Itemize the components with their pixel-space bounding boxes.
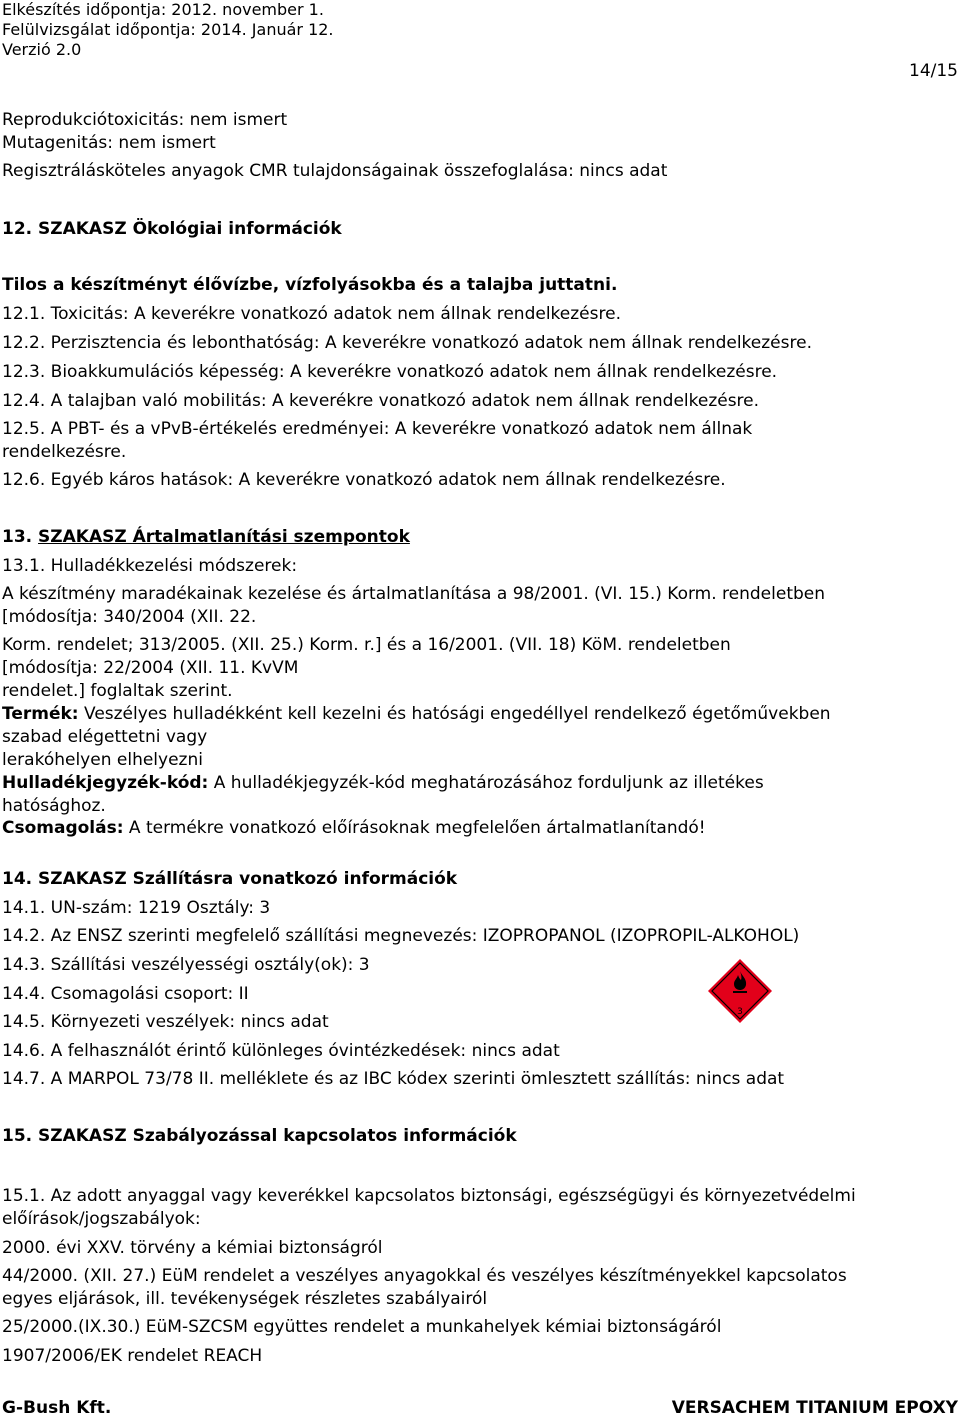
waste-line-5: rendelet.] foglaltak szerint. bbox=[2, 681, 233, 701]
repro-tox: Reprodukciótoxicitás: nem ismert bbox=[2, 110, 288, 130]
item-12-4: 12.4. A talajban való mobilitás: A keverékre vonatkozó adatok nem állnak rendelkezésre. bbox=[2, 391, 760, 411]
item-12-6: 12.6. Egyéb káros hatások: A keverékre vonatkozó adatok nem állnak rendelkezésre. bbox=[2, 470, 726, 490]
revised-date: Felülvizsgálat időpontja: 2014. Január 12. bbox=[2, 20, 334, 39]
law-2000-xxv: 2000. évi XXV. törvény a kémiai biztonságról bbox=[2, 1238, 383, 1258]
item-12-5-cont: rendelkezésre. bbox=[2, 442, 127, 462]
section-12-warning: Tilos a készítményt élővízbe, vízfolyásokba és a talajba juttatni. bbox=[2, 275, 618, 295]
waste-code-label: Hulladékjegyzék-kód: bbox=[2, 773, 209, 793]
decree-44-2000: 44/2000. (XII. 27.) EüM rendelet a veszélyes anyagokkal és veszélyes készítményekkel kapcsolatos bbox=[2, 1266, 847, 1286]
reach-regulation: 1907/2006/EK rendelet REACH bbox=[2, 1346, 263, 1366]
waste-line-3: Korm. rendelet; 313/2005. (XII. 25.) Korm. r.] és a 16/2001. (VII. 18) KöM. rendeletben bbox=[2, 635, 731, 655]
item-14-2: 14.2. Az ENSZ szerinti megfelelő szállítási megnevezés: IZOPROPANOL (IZOPROPIL-ALKOHOL) bbox=[2, 926, 800, 946]
footer-product: VERSACHEM TITANIUM EPOXY bbox=[671, 1398, 958, 1418]
item-14-4: 14.4. Csomagolási csoport: II bbox=[2, 984, 249, 1004]
waste-code-text: A hulladékjegyzék-kód meghatározásához forduljunk az illetékes bbox=[208, 773, 764, 793]
item-13-1: 13.1. Hulladékkezelési módszerek: bbox=[2, 556, 298, 576]
decree-44-2000-cont: egyes eljárások, ill. tevékenységek részletes szabályairól bbox=[2, 1289, 488, 1309]
product-disposal bbox=[2, 703, 831, 725]
item-15-1-cont: előírások/jogszabályok: bbox=[2, 1209, 201, 1229]
version: Verzió 2.0 bbox=[2, 40, 82, 59]
section-14-title: 14. SZAKASZ Szállításra vonatkozó információk bbox=[2, 869, 458, 889]
item-14-3: 14.3. Szállítási veszélyességi osztály(ok): 3 bbox=[2, 955, 370, 975]
waste-code bbox=[2, 772, 764, 794]
cmr-summary: Regisztrálásköteles anyagok CMR tulajdonságainak összefoglalása: nincs adat bbox=[2, 161, 668, 181]
item-14-6: 14.6. A felhasználót érintő különleges óvintézkedések: nincs adat bbox=[2, 1041, 560, 1061]
item-12-5: 12.5. A PBT- és a vPvB-értékelés eredményei: A keverékre vonatkozó adatok nem állnak bbox=[2, 419, 753, 439]
waste-line-2: [módosítja: 340/2004 (XII. 22. bbox=[2, 607, 257, 627]
section-15-title: 15. SZAKASZ Szabályozással kapcsolatos információk bbox=[2, 1126, 517, 1146]
product-disposal-cont2: lerakóhelyen elhelyezni bbox=[2, 750, 203, 770]
item-12-3: 12.3. Bioakkumulációs képesség: A keverékre vonatkozó adatok nem állnak rendelkezésre. bbox=[2, 362, 778, 382]
item-12-2: 12.2. Perzisztencia és lebonthatóság: A keverékre vonatkozó adatok nem állnak rendelkezésre. bbox=[2, 333, 812, 353]
packaging-label: Csomagolás: bbox=[2, 818, 124, 838]
hazard-class-number: 3 bbox=[737, 1007, 743, 1017]
flammable-liquid-class-3-icon bbox=[707, 958, 773, 1024]
mutagenicity: Mutagenitás: nem ismert bbox=[2, 133, 216, 153]
footer-company: G-Bush Kft. bbox=[2, 1398, 112, 1418]
created-date: Elkészítés időpontja: 2012. november 1. bbox=[2, 0, 324, 19]
page-number: 14/15 bbox=[909, 61, 958, 81]
section-13-heading: SZAKASZ Ártalmatlanítási szempontok bbox=[38, 527, 410, 547]
waste-line-1: A készítmény maradékainak kezelése és ártalmatlanítása a 98/2001. (VI. 15.) Korm. rendeletben bbox=[2, 584, 826, 604]
packaging bbox=[2, 817, 706, 839]
product-label: Termék: bbox=[2, 704, 79, 724]
item-14-1: 14.1. UN-szám: 1219 Osztály: 3 bbox=[2, 898, 271, 918]
waste-line-4: [módosítja: 22/2004 (XII. 11. KvVM bbox=[2, 658, 299, 678]
item-14-5: 14.5. Környezeti veszélyek: nincs adat bbox=[2, 1012, 329, 1032]
item-12-1: 12.1. Toxicitás: A keverékre vonatkozó adatok nem állnak rendelkezésre. bbox=[2, 304, 621, 324]
item-14-7: 14.7. A MARPOL 73/78 II. melléklete és az IBC kódex szerinti ömlesztett szállítás: nincs adat bbox=[2, 1069, 785, 1089]
packaging-text: A termékre vonatkozó előírásoknak megfelelően ártalmatlanítandó! bbox=[123, 818, 706, 838]
waste-code-cont: hatósághoz. bbox=[2, 796, 106, 816]
section-13-title bbox=[2, 526, 410, 548]
section-13-number: 13. bbox=[2, 527, 33, 547]
section-12-title: 12. SZAKASZ Ökológiai információk bbox=[2, 219, 342, 239]
product-text: Veszélyes hulladékként kell kezelni és hatósági engedéllyel rendelkező égetőművekben bbox=[78, 704, 831, 724]
item-15-1: 15.1. Az adott anyaggal vagy keverékkel kapcsolatos biztonsági, egészségügyi és környezetvédelmi bbox=[2, 1186, 856, 1206]
product-disposal-cont1: szabad elégettetni vagy bbox=[2, 727, 208, 747]
decree-25-2000: 25/2000.(IX.30.) EüM-SZCSM együttes rendelet a munkahelyek kémiai biztonságáról bbox=[2, 1317, 722, 1337]
